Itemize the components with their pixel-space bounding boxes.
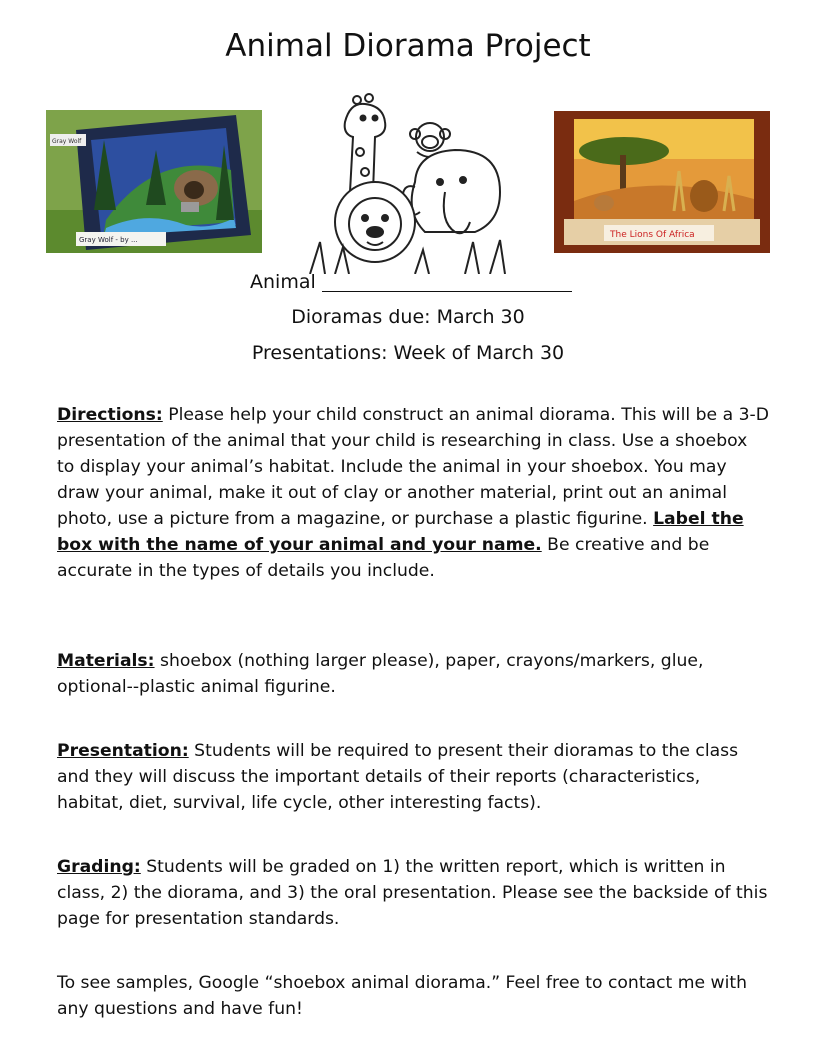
wolf-diorama-illustration [46, 110, 262, 253]
grading-label: Grading: [57, 857, 141, 877]
wolf-diorama-caption: Gray Wolf - by ... [79, 236, 138, 244]
due-date: Dioramas due: March 30 [291, 306, 525, 328]
grading-paragraph [57, 854, 769, 932]
directions-text-1: Please help your child construct an animal diorama. This will be a 3-D presentation of the animal that your child is researching in class. Use a shoebox to display your animal’s habitat. Include the animal in your shoebox. You may draw your animal, make it out of clay or another material, print out an animal photo, use a picture from a magazine, or purchase a plastic figurine. [57, 405, 769, 529]
wolf-diorama-photo [46, 110, 262, 253]
presentation-text: Students will be required to present their dioramas to the class and they will discuss the important details of their reports (characteristics, habitat, diet, survival, life cycle, other interesting facts). [57, 741, 739, 813]
directions-emphasis: Label the box with the name of your animal and your name. [57, 509, 744, 555]
materials-paragraph [57, 648, 769, 700]
page-title: Animal Diorama Project [225, 28, 591, 64]
wolf-diorama-sign: Gray Wolf [52, 138, 82, 145]
closing-paragraph: To see samples, Google “shoebox animal diorama.” Feel free to contact me with any questions and have fun! [57, 973, 747, 1019]
lion-diorama-caption: The Lions Of Africa [610, 230, 695, 240]
materials-label: Materials: [57, 651, 155, 671]
directions-text-2: Be creative and be accurate in the types of details you include. [57, 535, 710, 581]
grading-text: Students will be graded on 1) the written report, which is written in class, 2) the diorama, and 3) the oral presentation. Please see the backside of this page for presentation standards. [57, 857, 768, 929]
presentation-dates: Presentations: Week of March 30 [251, 342, 565, 364]
directions-paragraph [57, 402, 769, 584]
materials-text: shoebox (nothing larger please), paper, crayons/markers, glue, optional--plastic animal figurine. [57, 651, 704, 697]
presentation-paragraph [57, 738, 769, 816]
animal-field [250, 271, 572, 293]
lion-diorama-illustration [554, 111, 770, 253]
animal-group-icon [305, 92, 511, 274]
animals-clipart [305, 92, 511, 274]
presentation-label: Presentation: [57, 741, 189, 761]
animal-label: Animal [250, 271, 316, 293]
animal-blank-line [322, 271, 572, 292]
lion-diorama-photo [554, 111, 770, 253]
directions-label: Directions: [57, 405, 163, 425]
